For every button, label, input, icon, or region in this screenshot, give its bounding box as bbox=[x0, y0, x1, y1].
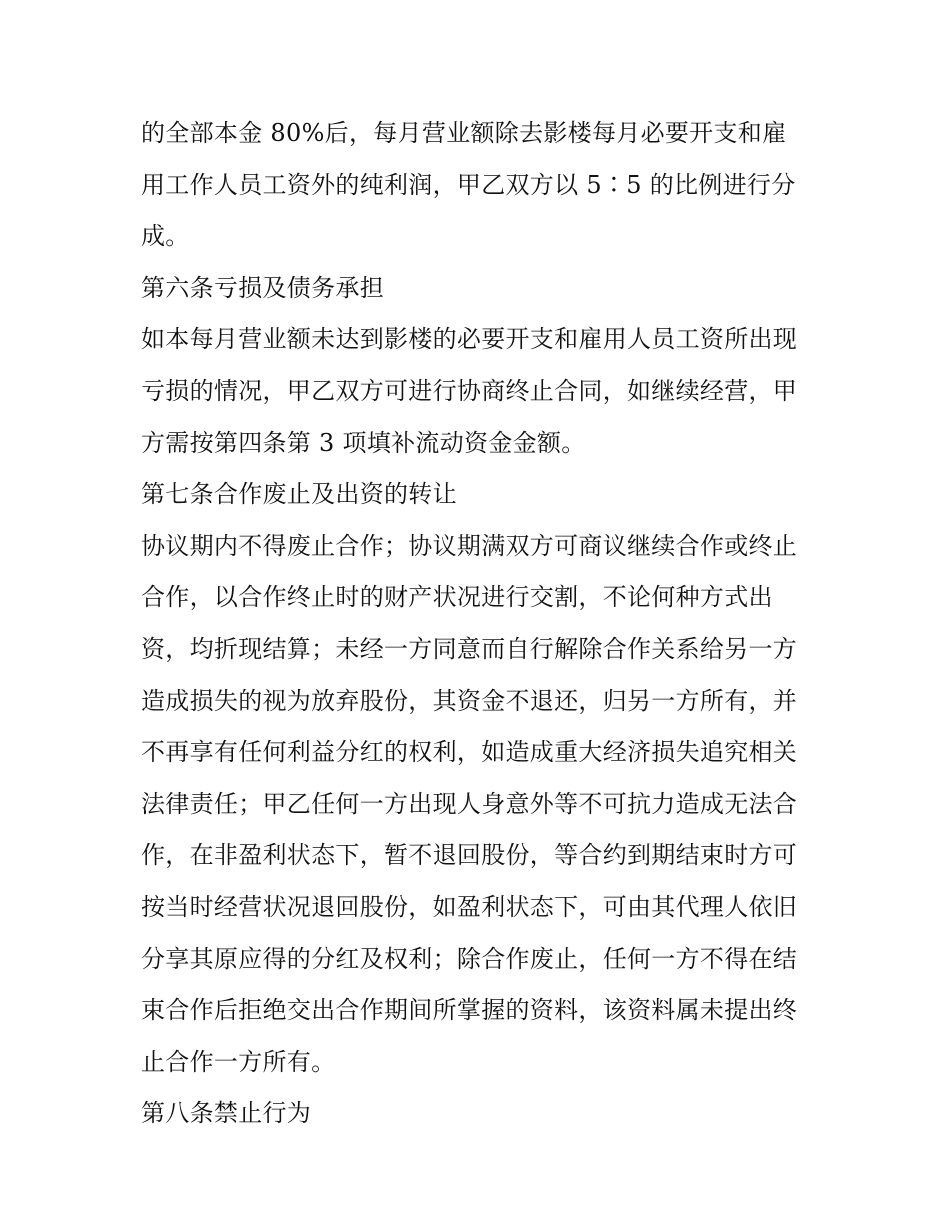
text-line: 按当时经营状况退回股份，如盈利状态下，可由其代理人依旧 bbox=[141, 892, 798, 921]
text-line: 法律责任；甲乙任何一方出现人身意外等不可抗力造成无法合 bbox=[141, 789, 798, 818]
text-line: 合作，以合作终止时的财产状况进行交割，不论何种方式出 bbox=[141, 583, 773, 612]
text-line: 亏损的情况，甲乙双方可进行协商终止合同，如继续经营，甲 bbox=[141, 376, 798, 405]
text-line: 的全部本金 80%后，每月营业额除去影楼每月必要开支和雇 bbox=[141, 119, 787, 147]
section-heading: 第八条禁止行为 bbox=[141, 1099, 312, 1128]
text-line: 造成损失的视为放弃股份，其资金不退还，归另一方所有，并 bbox=[141, 686, 798, 715]
text-line: 止合作一方所有。 bbox=[141, 1047, 336, 1076]
text-line: 不再享有任何利益分红的权利，如造成重大经济损失追究相关 bbox=[141, 738, 798, 767]
text-line: 方需按第四条第 3 项填补流动资金金额。 bbox=[141, 428, 586, 457]
text-line: 用工作人员工资外的纯利润，甲乙双方以 5∶5 的比例进行分 bbox=[141, 170, 796, 199]
section-heading: 第六条亏损及债务承担 bbox=[141, 273, 384, 302]
text-line: 分享其原应得的分红及权利；除合作废止，任何一方不得在结 bbox=[141, 944, 798, 973]
text-line: 协议期内不得废止合作；协议期满双方可商议继续合作或终止 bbox=[141, 531, 798, 560]
section-heading: 第七条合作废止及出资的转让 bbox=[141, 480, 457, 509]
text-line: 成。 bbox=[141, 222, 190, 251]
text-line: 作，在非盈利状态下，暂不退回股份，等合约到期结束时方可 bbox=[141, 841, 798, 870]
document-body bbox=[141, 108, 821, 1140]
text-line: 如本每月营业额未达到影楼的必要开支和雇用人员工资所出现 bbox=[141, 325, 798, 354]
text-line: 资，均折现结算；未经一方同意而自行解除合作关系给另一方 bbox=[141, 634, 798, 663]
text-line: 束合作后拒绝交出合作期间所掌握的资料，该资料属未提出终 bbox=[141, 996, 798, 1025]
